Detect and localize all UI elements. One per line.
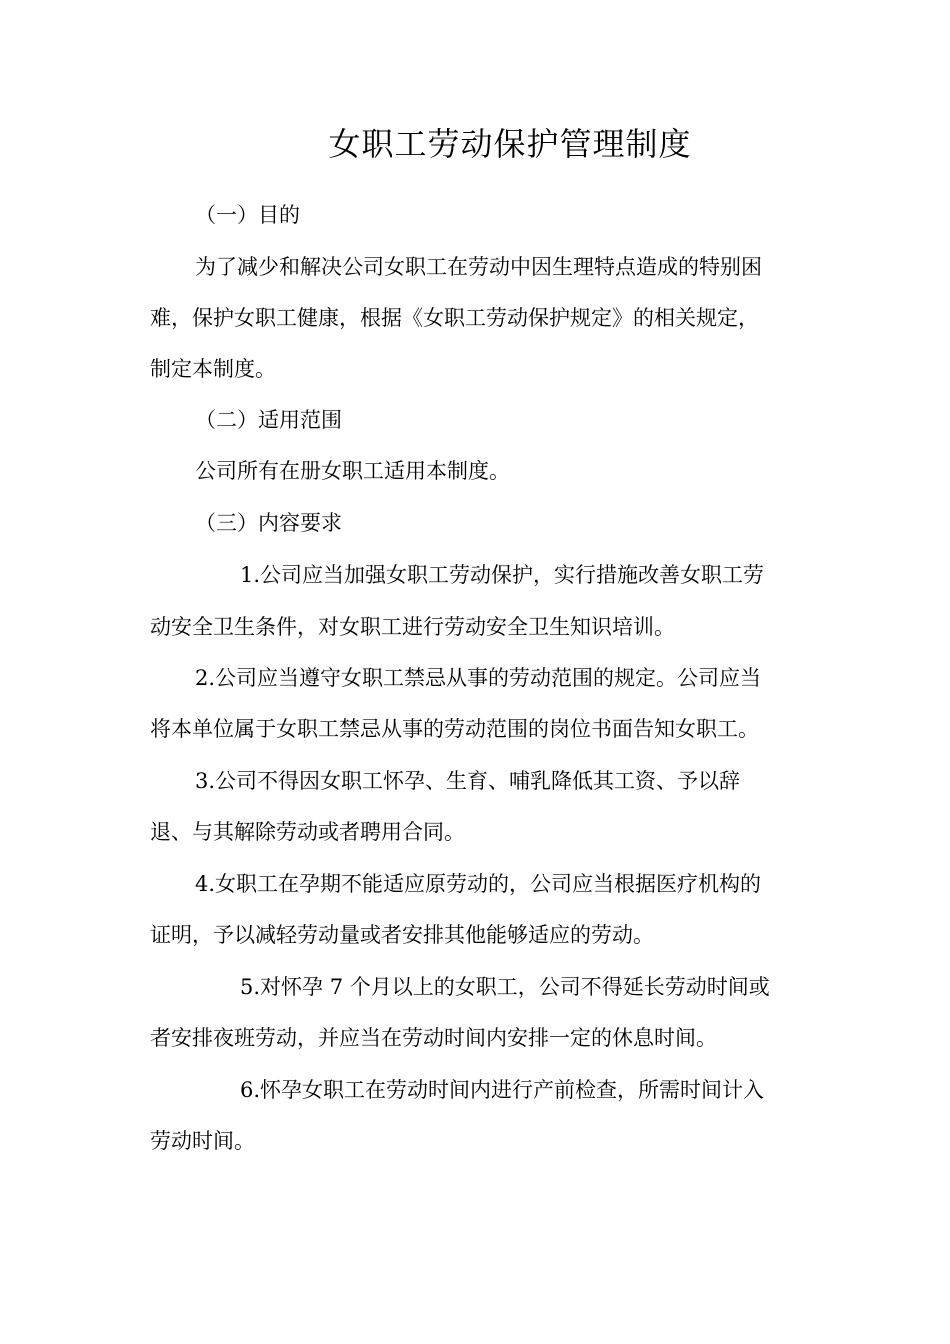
paragraph-line: 为了减少和解决公司女职工在劳动中因生理特点造成的特别困 xyxy=(195,255,762,279)
list-item-line: 3.公司不得因女职工怀孕、生育、哺乳降低其工资、予以辞 xyxy=(195,769,741,793)
section-heading-requirements: （三）内容要求 xyxy=(195,511,342,535)
list-item-line: 5.对怀孕 7 个月以上的女职工，公司不得延长劳动时间或 xyxy=(240,975,770,999)
paragraph-line: 制定本制度。 xyxy=(150,357,276,381)
section-heading-purpose: （一）目的 xyxy=(195,203,300,227)
list-item-line: 劳动时间。 xyxy=(150,1129,255,1153)
paragraph-line: 公司所有在册女职工适用本制度。 xyxy=(195,459,510,483)
list-item-line: 将本单位属于女职工禁忌从事的劳动范围的岗位书面告知女职工。 xyxy=(150,717,759,741)
list-item-line: 证明，予以减轻劳动量或者安排其他能够适应的劳动。 xyxy=(150,923,654,947)
list-item-line: 1.公司应当加强女职工劳动保护，实行措施改善女职工劳 xyxy=(240,563,765,587)
list-item-line: 动安全卫生条件，对女职工进行劳动安全卫生知识培训。 xyxy=(150,615,675,639)
list-item-line: 4.女职工在孕期不能适应原劳动的，公司应当根据医疗机构的 xyxy=(195,872,762,896)
list-item-line: 者安排夜班劳动，并应当在劳动时间内安排一定的休息时间。 xyxy=(150,1026,717,1050)
list-item-line: 2.公司应当遵守女职工禁忌从事的劳动范围的规定。公司应当 xyxy=(195,666,762,690)
list-item-line: 退、与其解除劳动或者聘用合同。 xyxy=(150,820,465,844)
list-item-line: 6.怀孕女职工在劳动时间内进行产前检查，所需时间计入 xyxy=(240,1078,765,1102)
document-title: 女职工劳动保护管理制度 xyxy=(328,125,692,163)
paragraph-line: 难，保护女职工健康，根据《女职工劳动保护规定》的相关规定， xyxy=(150,306,759,330)
section-heading-scope: （二）适用范围 xyxy=(195,408,342,432)
